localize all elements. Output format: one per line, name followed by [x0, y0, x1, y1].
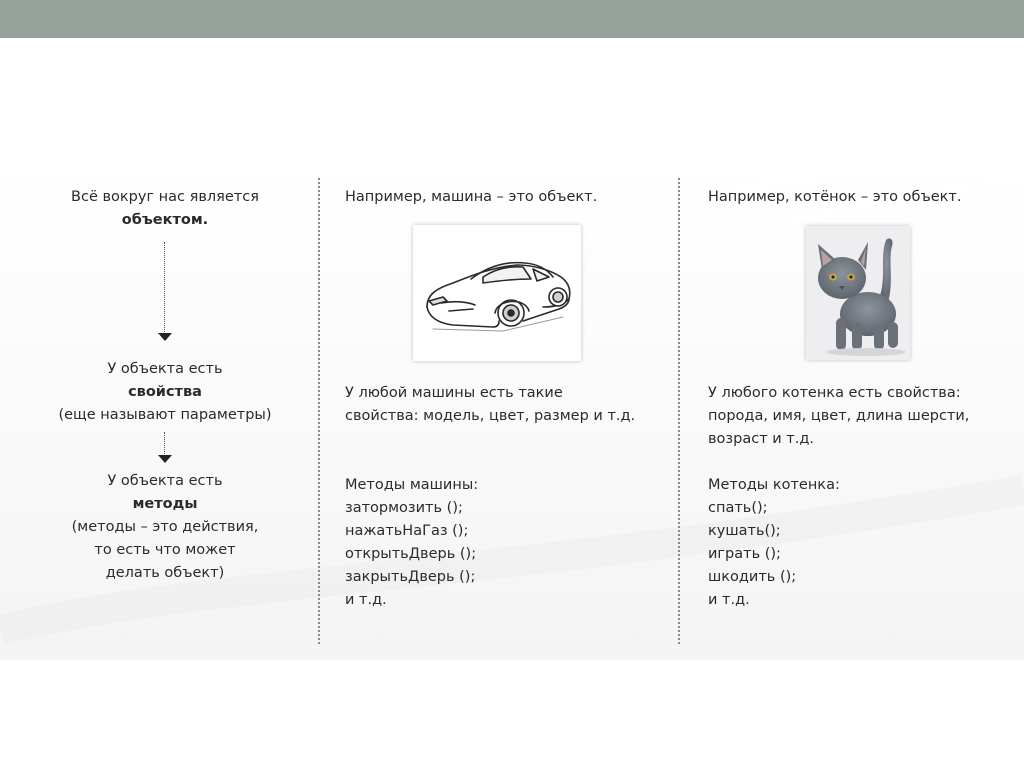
methods-line-1: У объекта есть [107, 473, 223, 489]
cat-methods-title: Методы котенка: [708, 477, 840, 493]
methods-line-5: делать объект) [105, 565, 225, 581]
cat-method-item: спать(); [708, 500, 768, 516]
cat-method-item: играть (); [708, 546, 781, 562]
column-divider-left [318, 178, 320, 644]
kitten-icon [806, 226, 910, 360]
props-line-1: У объекта есть [107, 361, 223, 377]
cat-method-item: и т.д. [708, 592, 750, 608]
methods-line-4: то есть что может [94, 542, 236, 558]
cat-props-line-3: возраст и т.д. [708, 431, 814, 447]
sports-car-icon [413, 225, 581, 361]
car-method-item: открытьДверь (); [345, 546, 477, 562]
methods-line-3: (методы – это действия, [71, 519, 259, 535]
car-image-card [413, 225, 581, 361]
props-line-3: (еще называют параметры) [58, 407, 272, 423]
car-props-line-1: У любой машины есть такие [345, 385, 563, 401]
intro-line-1: Всё вокруг нас является [71, 189, 259, 205]
cat-method-item: шкодить (); [708, 569, 797, 585]
methods-line-2: методы [132, 496, 198, 512]
car-props-line-2: свойства: модель, цвет, размер и т.д. [345, 408, 636, 424]
car-method-item: закрытьДверь (); [345, 569, 476, 585]
car-heading: Например, машина – это объект. [345, 189, 598, 205]
intro-line-2: объектом. [121, 212, 209, 228]
car-method-item: нажатьНаГаз (); [345, 523, 469, 539]
slide-header-bar [0, 0, 1024, 38]
arrow-line-1 [164, 242, 165, 332]
props-line-2: свойства [128, 384, 202, 400]
arrow-line-2 [164, 432, 165, 454]
cat-method-item: кушать(); [708, 523, 781, 539]
cat-props-line-2: порода, имя, цвет, длина шерсти, [708, 408, 970, 424]
cat-props-line-1: У любого котенка есть свойства: [708, 385, 961, 401]
cat-image-card [806, 226, 910, 360]
arrow-down-icon [158, 455, 172, 463]
column-divider-right [678, 178, 680, 644]
arrow-down-icon [158, 333, 172, 341]
cat-heading: Например, котёнок – это объект. [708, 189, 962, 205]
car-method-item: и т.д. [345, 592, 387, 608]
car-method-item: затормозить (); [345, 500, 463, 516]
car-methods-title: Методы машины: [345, 477, 479, 493]
